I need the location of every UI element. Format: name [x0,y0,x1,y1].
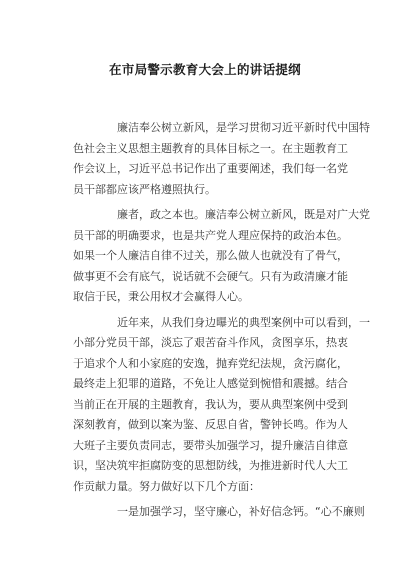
text-line: 廉者，政之本也。廉洁奉公树立新风，既是对广大党 [117,208,370,221]
text-line: 廉洁奉公树立新风，是学习贯彻习近平新时代中国特 [117,121,370,134]
text-line: 最终走上犯罪的道路，不免让人感觉到惋惜和震撼。结合 [73,377,348,390]
text-line: 近年来，从我们身边曝光的典型案例中可以看到，一 [117,315,370,329]
text-line: 深刻教育，做到以案为鉴、反思自省，警钟长鸣。作为人 [73,418,348,431]
text-line: 如果一个人廉洁自律不过关，那么做人也就没有了骨气， [73,249,348,262]
document-title: 在市局警示教育大会上的讲话提纲 [108,62,301,77]
text-line: 识，坚决筑牢拒腐防变的思想防线，为推进新时代人大工 [73,459,348,472]
text-line: 小部分党员干部，淡忘了艰苦奋斗作风，贪图享乐，热衷 [73,336,348,349]
text-line: 作会议上，习近平总书记作出了重要阐述，我们每一名党 [73,162,348,175]
text-line: 大班子主要负责同志，要带头加强学习，提升廉洁自律意 [73,438,348,452]
paragraph-4 [73,502,365,523]
text-line: 色社会主义思想主题教育的具体目标之一。在主题教育工 [73,141,348,155]
text-line: 当前正在开展的主题教育，我认为，要从典型案例中受到 [73,397,348,411]
text-line: 做事更不会有底气，说话就不会硬气。只有为政清廉才能 [73,269,348,283]
text-line: 一是加强学习，坚守廉心，补好信念钙。“心不廉则 [117,505,365,518]
text-line: 员干部的明确要求，也是共产党人理应保持的政治本色。 [73,228,348,242]
text-line: 取信于民，秉公用权才会赢得人心。 [73,290,249,303]
document-body [73,118,370,528]
text-line: 作贡献力量。努力做好以下几个方面： [73,479,260,493]
paragraph-1 [73,118,370,200]
paragraph-3 [73,313,370,498]
text-line: 于追求个人和小家庭的安逸，抛弃党纪法规，贪污腐化， [73,356,348,370]
text-line: 员干部都应该严格遵照执行。 [73,182,216,196]
paragraph-2 [73,205,370,308]
